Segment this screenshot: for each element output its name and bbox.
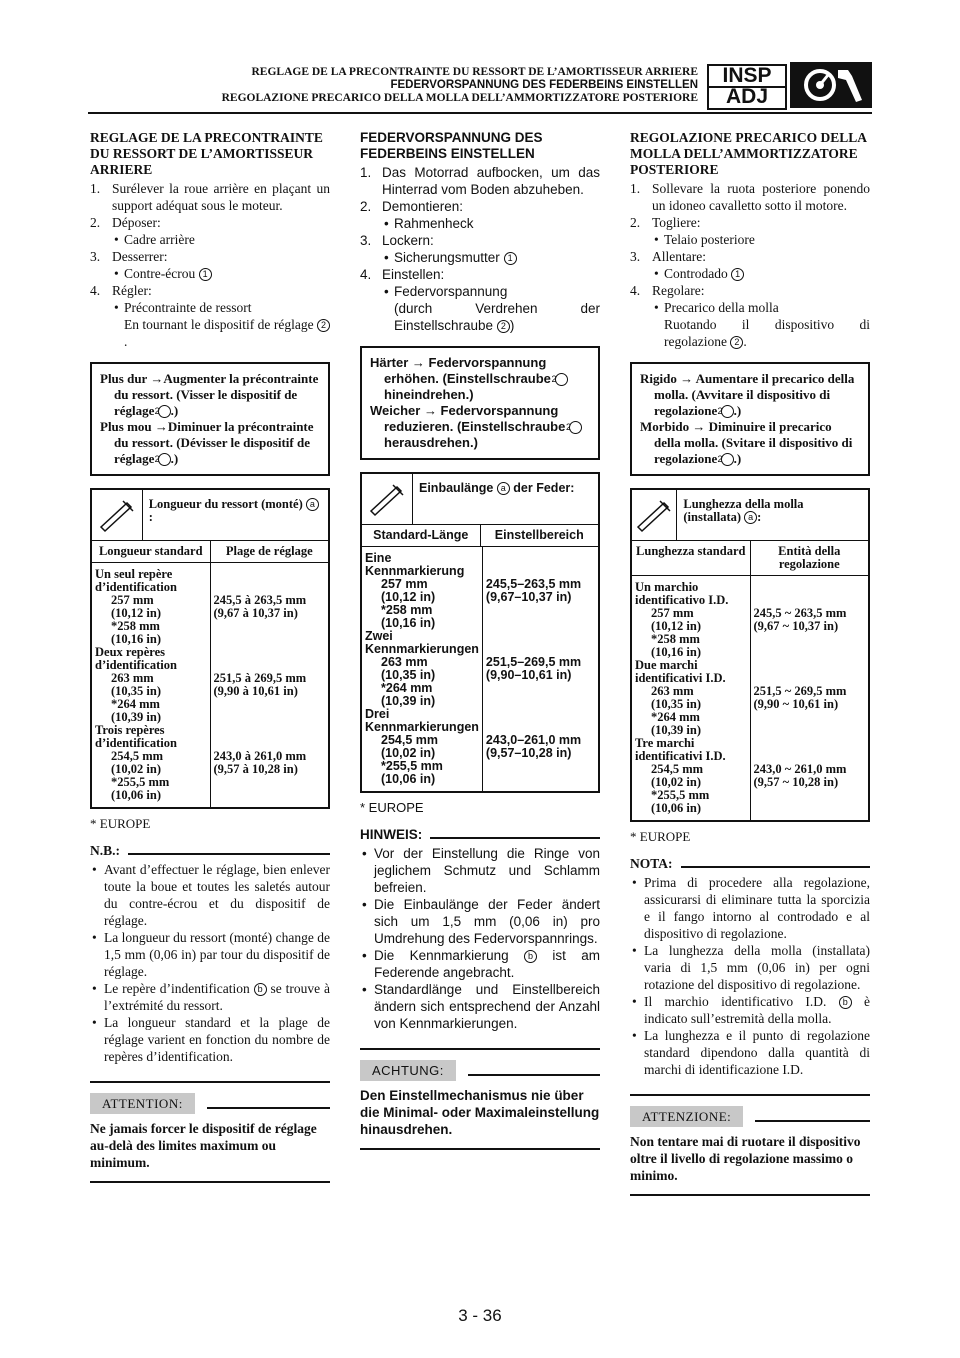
ref-b-icon: b xyxy=(254,983,267,996)
fr-g3v4: (10,06 in) xyxy=(111,788,161,802)
de-note-2: • Die Einbaulänge der Feder ändert sich um 1,5 mm (0,06 in) pro Umdrehung des Federvorspannrings. xyxy=(360,896,600,947)
it-step-2: 2. Togliere: • Telaio posteriore xyxy=(630,214,870,248)
fr-europe-note: * EUROPE xyxy=(90,816,151,831)
it-g2v4: (10,39 in) xyxy=(651,723,701,737)
de-g1: Eine Kennmarkierung xyxy=(365,551,465,578)
it-europe-note: * EUROPE xyxy=(630,829,691,844)
it-g2v1: 263 mm xyxy=(651,684,694,698)
it-g2v3: *264 mm xyxy=(651,710,700,724)
fr-g1v1: 257 mm xyxy=(111,593,154,607)
de-spec-title: Einbaulänge a der Feder: xyxy=(419,481,575,495)
fr-step-2-item: • Cadre arrière xyxy=(112,231,330,248)
de-r2a: 251,5–269,5 mm xyxy=(485,655,582,669)
pen-icon xyxy=(362,474,413,524)
fr-attention-text: Ne jamais forcer le dispositif de réglage au-delà des limites maximum ou minimum. xyxy=(90,1120,330,1183)
it-softer: Morbido → Diminuire il precarico della molla. (Svitare il dispositivo di regolazione 2 .) xyxy=(640,419,853,466)
de-step-2: 2. Demontieren: • Rahmenheck xyxy=(360,198,600,232)
de-attention-label: ACHTUNG: xyxy=(360,1060,456,1081)
de-note-label: HINWEIS: xyxy=(360,827,423,842)
de-harder: Härter → Federvorspannung erhöhen. (Einstellschraube 2 hineindrehen.) xyxy=(370,355,590,403)
de-step-4: 4. Einstellen: • Federvorspannung (durch Verdrehen der Einstellschraube 2 ) xyxy=(360,266,600,334)
de-step-1: 1. Das Motorrad aufbocken, um das Hinterrad vom Boden abzuheben. xyxy=(360,165,600,197)
fr-g2v4: (10,39 in) xyxy=(111,710,161,724)
de-europe-note: * EUROPE xyxy=(360,800,424,815)
ref-2-icon: 2 xyxy=(721,453,734,466)
it-adjust-box xyxy=(630,362,870,476)
it-step-4-desc: Ruotando il dispositivo di regolazione 2 . xyxy=(664,317,870,349)
de-g1v4: (10,16 in) xyxy=(381,616,436,630)
ref-a-icon: a xyxy=(306,498,319,511)
column-french xyxy=(90,130,330,1183)
column-italian xyxy=(630,130,870,1196)
it-g3v1: 254,5 mm xyxy=(651,762,704,776)
it-step-3: 3. Allentare: • Controdado 1 xyxy=(630,248,870,282)
de-attention-text: Den Einstellmechanismus nie über die Minimal- oder Maximaleinstellung hinausdrehen. xyxy=(360,1087,600,1150)
it-g3v2: (10,02 in) xyxy=(651,775,701,789)
de-col-range: Einstellbereich xyxy=(494,528,584,542)
badge-adj: ADJ xyxy=(725,85,768,108)
header-de: FEDERVORSPANNUNG DES FEDERBEINS EINSTELLEN xyxy=(390,79,698,91)
de-note-3: • Die Kennmarkierung b ist am Federende angebracht. xyxy=(360,947,600,981)
fr-g2: Deux repères d’identification xyxy=(95,645,177,672)
it-spec-table xyxy=(630,488,870,822)
it-r1a: 245,5 ~ 263,5 mm xyxy=(753,606,847,620)
it-r2a: 251,5 ~ 269,5 mm xyxy=(753,684,847,698)
de-g1v2: (10,12 in) xyxy=(381,590,436,604)
it-step-4: 4. Regolare: • Precarico della molla Ruotando il dispositivo di regolazione 2 . xyxy=(630,282,870,350)
fr-note-3: • Le repère d’indentification b se trouve à l’extrémité du ressort. xyxy=(90,980,330,1014)
ref-2-icon: 2 xyxy=(555,373,568,386)
insp-adj-badge xyxy=(707,64,787,110)
it-g1v2: (10,12 in) xyxy=(651,619,701,633)
ref-2-icon: 2 xyxy=(317,319,330,332)
it-g2v2: (10,35 in) xyxy=(651,697,701,711)
fr-title: REGLAGE DE LA PRECONTRAINTE DU RESSORT DE L’AMORTISSEUR ARRIERE xyxy=(90,130,323,177)
de-note-4: • Standardlänge und Einstellbereich ändern sich entsprechend der Anzahl von Kennmarkierungen. xyxy=(360,981,600,1032)
de-g2: Zwei Kennmarkierungen xyxy=(365,629,479,656)
de-g3: Drei Kennmarkierungen xyxy=(365,707,479,734)
it-note-label: NOTA: xyxy=(630,856,673,871)
fr-steps xyxy=(90,180,330,350)
de-adjust-box xyxy=(360,346,600,460)
de-r1a: 245,5–263,5 mm xyxy=(485,577,582,591)
de-r1b: (9,67–10,37 in) xyxy=(485,590,572,604)
ref-2-icon: 2 xyxy=(721,405,734,418)
de-notes xyxy=(360,845,600,1032)
fr-g1v2: (10,12 in) xyxy=(111,606,161,620)
fr-step-3-item: • Contre-écrou 1 xyxy=(112,265,330,282)
de-r3a: 243,0–261,0 mm xyxy=(485,733,582,747)
it-col-range: Entità della regolazione xyxy=(778,544,841,571)
it-g1: Un marchio identificativo I.D. xyxy=(635,580,729,607)
fr-g3v2: (10,02 in) xyxy=(111,762,161,776)
fr-softer: Plus mou →Diminuer la précontrainte du ressort. (Dévisser le dispositif de réglage 2 .) xyxy=(100,419,314,466)
fr-r2b: (9,90 à 10,61 in) xyxy=(213,684,298,698)
de-r2b: (9,90–10,61 in) xyxy=(485,668,572,682)
fr-step-4-item: • Précontrainte de ressort xyxy=(112,299,330,316)
de-step-4-desc: (durch Verdrehen der Einstellschraube 2 ) xyxy=(394,301,600,333)
it-g3v3: *255,5 mm xyxy=(651,788,710,802)
fr-adjust-box xyxy=(90,362,330,476)
header-fr: REGLAGE DE LA PRECONTRAINTE DU RESSORT DE L’AMORTISSEUR ARRIERE xyxy=(251,66,698,78)
ref-2-icon: 2 xyxy=(158,453,171,466)
fr-r1b: (9,67 à 10,37 in) xyxy=(213,606,298,620)
ref-b-icon: b xyxy=(839,996,852,1009)
de-step-2-item: • Rahmenheck xyxy=(382,215,600,232)
fr-r3a: 243,0 à 261,0 mm xyxy=(213,749,307,763)
it-col-standard: Lunghezza standard xyxy=(632,541,751,575)
de-note-1: • Vor der Einstellung die Ringe von jeglichem Schmutz und Schlamm befreien. xyxy=(360,845,600,896)
fr-note-4: • La longueur standard et la plage de réglage varient en fonction du nombre de repères d’identification. xyxy=(90,1014,330,1065)
it-spec-title: Lunghezza della molla (installata) a : xyxy=(683,497,804,524)
fr-g3: Trois repères d’identification xyxy=(95,723,177,750)
de-step-3-item: • Sicherungsmutter 1 xyxy=(382,249,600,266)
de-g3v3: *255,5 mm xyxy=(381,759,443,773)
it-g1v4: (10,16 in) xyxy=(651,645,701,659)
pen-icon xyxy=(632,490,677,540)
it-g1v3: *258 mm xyxy=(651,632,700,646)
fr-note-label: N.B.: xyxy=(90,843,120,858)
fr-col-standard: Longueur standard xyxy=(92,541,211,562)
ref-2-icon: 2 xyxy=(730,336,743,349)
fr-g1v4: (10,16 in) xyxy=(111,632,161,646)
page-header xyxy=(88,66,698,105)
fr-notes xyxy=(90,861,330,1065)
fr-spec-table xyxy=(90,488,330,809)
pen-icon xyxy=(92,490,143,540)
it-step-3-item: • Controdado 1 xyxy=(652,265,870,282)
badge-insp: INSP xyxy=(722,64,772,87)
fr-note-1: • Avant d’effectuer le réglage, bien enlever toute la boue et toutes les saletés autour du contre-écrou et du dispositif de réglage. xyxy=(90,861,330,929)
ref-a-icon: a xyxy=(744,511,757,524)
column-german xyxy=(360,130,600,1150)
de-g1v3: *258 mm xyxy=(381,603,433,617)
fr-attention-label: ATTENTION: xyxy=(90,1093,195,1114)
it-g3v4: (10,06 in) xyxy=(651,801,701,815)
header-it: REGOLAZIONE PRECARICO DELLA MOLLA DELL’AMMORTIZZATORE POSTERIORE xyxy=(221,92,698,104)
it-harder: Rigido → Aumentare il precarico della molla. (Avvitare il dispositivo di regolazione 2 .) xyxy=(640,371,855,418)
de-g2v2: (10,35 in) xyxy=(381,668,436,682)
fr-g2v2: (10,35 in) xyxy=(111,684,161,698)
de-steps xyxy=(360,164,600,334)
page-number: 3 - 36 xyxy=(458,1306,502,1325)
it-note-4: • La lunghezza e il punto di regolazione standard dipendono dalla quantità di marchi di identificazione I.D. xyxy=(630,1027,870,1078)
fr-g2v3: *264 mm xyxy=(111,697,160,711)
de-spec-table xyxy=(360,472,600,793)
ref-b-icon: b xyxy=(524,950,537,963)
fr-g1: Un seul repère d’identification xyxy=(95,567,177,594)
fr-g2v1: 263 mm xyxy=(111,671,154,685)
ref-2-icon: 2 xyxy=(158,405,171,418)
fr-step-1: 1. Surélever la roue arrière en plaçant un support adéquat sous le moteur. xyxy=(90,181,330,213)
it-step-1: 1. Sollevare la ruota posteriore ponendo un idoneo cavalletto sotto il motore. xyxy=(630,181,870,213)
de-title: FEDERVORSPANNUNG DES FEDERBEINS EINSTELLEN xyxy=(360,130,543,161)
fr-g3v3: *255,5 mm xyxy=(111,775,170,789)
de-step-3: 3. Lockern: • Sicherungsmutter 1 xyxy=(360,232,600,266)
fr-harder: Plus dur →Augmenter la précontrainte du ressort. (Visser le dispositif de réglage 2 .) xyxy=(100,371,319,418)
it-g2: Due marchi identificativi I.D. xyxy=(635,658,726,685)
ref-1-icon: 1 xyxy=(731,268,744,281)
it-notes xyxy=(630,874,870,1078)
fr-step-4-desc: En tournant le dispositif de réglage 2. xyxy=(112,316,330,350)
it-g1v1: 257 mm xyxy=(651,606,694,620)
fr-r1a: 245,5 à 263,5 mm xyxy=(213,593,307,607)
it-r3b: (9,57 ~ 10,28 in) xyxy=(753,775,839,789)
it-r1b: (9,67 ~ 10,37 in) xyxy=(753,619,839,633)
fr-g3v1: 254,5 mm xyxy=(111,749,164,763)
header-rule xyxy=(88,112,872,114)
it-steps xyxy=(630,180,870,350)
fr-step-2: 2. Déposer: • Cadre arrière xyxy=(90,214,330,248)
de-g3v4: (10,06 in) xyxy=(381,772,436,786)
de-g1v1: 257 mm xyxy=(381,577,428,591)
it-g3: Tre marchi identificativi I.D. xyxy=(635,736,726,763)
it-title: REGOLAZIONE PRECARICO DELLA MOLLA DELL’AMMORTIZZATORE POSTERIORE xyxy=(630,130,867,177)
it-r2b: (9,90 ~ 10,61 in) xyxy=(753,697,839,711)
fr-spec-title: Longueur du ressort (monté) a: xyxy=(143,490,328,540)
de-col-standard: Standard-Länge xyxy=(362,525,481,546)
fr-note-2: • La longueur du ressort (monté) change de 1,5 mm (0,06 in) par tour du dispositif de réglage. xyxy=(90,929,330,980)
fr-step-4: 4. Régler: • Précontrainte de ressort En tournant le dispositif de réglage 2. xyxy=(90,282,330,350)
ref-1-icon: 1 xyxy=(199,268,212,281)
ref-2-icon: 2 xyxy=(569,421,582,434)
de-g2v1: 263 mm xyxy=(381,655,428,669)
ref-1-icon: 1 xyxy=(504,252,517,265)
de-g2v4: (10,39 in) xyxy=(381,694,436,708)
it-attention-label: ATTENZIONE: xyxy=(630,1106,743,1127)
de-softer: Weicher → Federvorspannung reduzieren. (Einstellschraube 2 herausdrehen.) xyxy=(370,403,590,451)
de-step-4-item: • Federvorspannung xyxy=(382,283,600,300)
it-r3a: 243,0 ~ 261,0 mm xyxy=(753,762,847,776)
it-note-3: • Il marchio identificativo I.D. b è indicato sull’estremità della molla. xyxy=(630,993,870,1027)
it-note-2: • La lunghezza della molla (installata) varia di 1,5 mm (0,06 in) per ogni rotazione del dispositivo di regolazione. xyxy=(630,942,870,993)
ref-2-icon: 2 xyxy=(497,320,510,333)
fr-step-3: 3. Desserrer: • Contre-écrou 1 xyxy=(90,248,330,282)
it-note-1: • Prima di procedere alla regolazione, assicurarsi di eliminare tutta la sporcizia e il fango intorno al controdado e al dispositivo di regolazione. xyxy=(630,874,870,942)
it-step-2-item: • Telaio posteriore xyxy=(652,231,870,248)
de-g3v1: 254,5 mm xyxy=(381,733,438,747)
ref-a-icon: a xyxy=(497,482,510,495)
it-step-4-item: • Precarico della molla xyxy=(652,299,870,316)
fr-r3b: (9,57 à 10,28 in) xyxy=(213,762,298,776)
de-g3v2: (10,02 in) xyxy=(381,746,436,760)
fr-g1v3: *258 mm xyxy=(111,619,160,633)
de-g2v3: *264 mm xyxy=(381,681,433,695)
fr-col-range: Plage de réglage xyxy=(225,544,313,558)
wrench-gauge-icon xyxy=(790,62,872,108)
it-attention-text: Non tentare mai di ruotare il dispositivo oltre il livello di regolazione massimo o minimo. xyxy=(630,1133,870,1196)
de-r3b: (9,57–10,28 in) xyxy=(485,746,572,760)
fr-r2a: 251,5 à 269,5 mm xyxy=(213,671,307,685)
